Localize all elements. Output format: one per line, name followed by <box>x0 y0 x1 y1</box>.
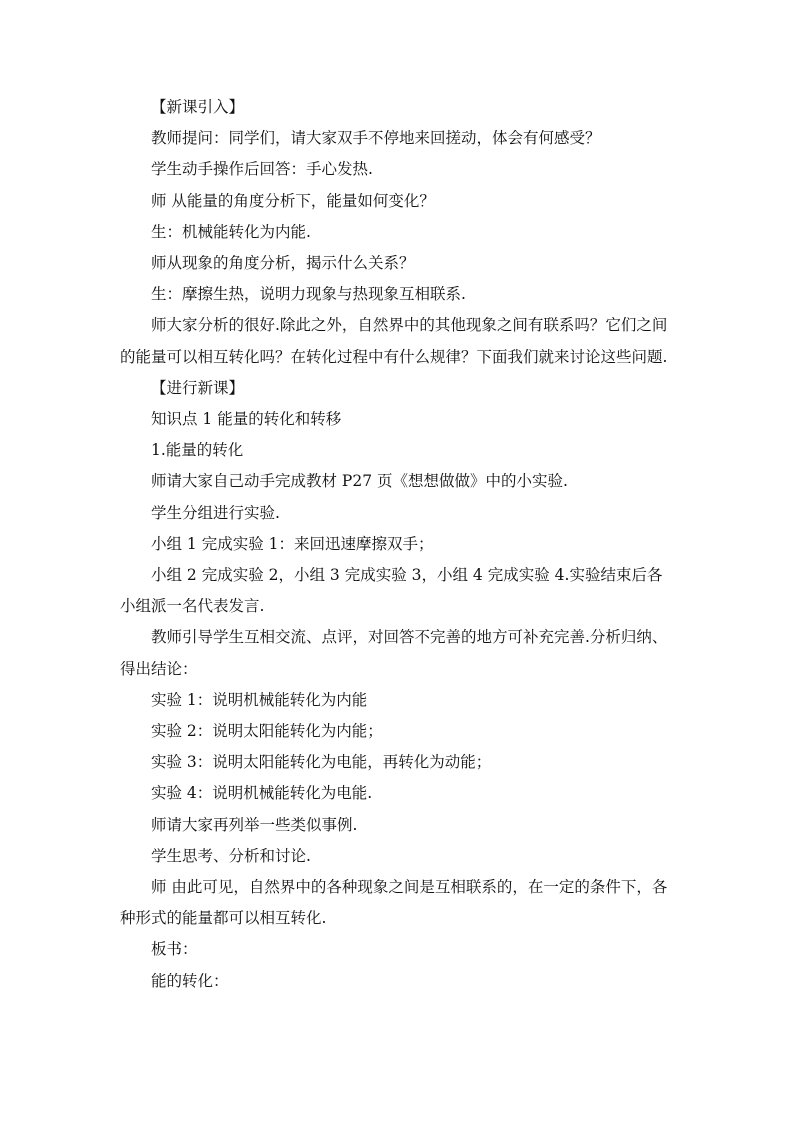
paragraph: 生：机械能转化为内能. <box>151 222 311 241</box>
paragraph: 小组 2 完成实验 2，小组 3 完成实验 3，小组 4 完成实验 4.实验结束后各小组派一名代表发言. <box>120 566 663 616</box>
paragraph: 小组 1 完成实验 1：来回迅速摩擦双手； <box>151 534 434 553</box>
paragraph: 师从现象的角度分析，揭示什么关系？ <box>151 254 415 273</box>
subheading: 1.能量的转化 <box>151 441 244 460</box>
paragraph: 学生分组进行实验. <box>151 503 280 522</box>
experiment-conclusion: 实验 1：说明机械能转化为内能 <box>151 690 368 709</box>
experiment-conclusion: 实验 2：说明太阳能转化为内能； <box>151 722 383 741</box>
paragraph: 师 从能量的角度分析下，能量如何变化？ <box>151 191 435 210</box>
paragraph: 学生思考、分析和讨论. <box>151 846 311 865</box>
experiment-conclusion: 实验 3：说明太阳能转化为电能，再转化为动能； <box>151 753 492 772</box>
paragraph: 师大家分析的很好.除此之外，自然界中的其他现象之间有联系吗？它们之间的能量可以相互转化吗？在转化过程中有什么规律？下面我们就来讨论这些问题. <box>120 316 668 366</box>
paragraph: 教师提问：同学们，请大家双手不停地来回搓动，体会有何感受？ <box>151 129 601 148</box>
document-body <box>120 92 675 997</box>
paragraph: 师请大家自己动手完成教材 P27 页《想想做做》中的小实验. <box>151 472 568 491</box>
board-writing-item: 能的转化： <box>151 971 229 990</box>
knowledge-point-heading: 知识点 1 能量的转化和转移 <box>151 410 342 429</box>
paragraph: 教师引导学生互相交流、点评，对回答不完善的地方可补充完善.分析归纳、得出结论： <box>120 628 668 678</box>
section-heading-new-lesson: 【进行新课】 <box>151 378 245 397</box>
board-writing-label: 板书： <box>151 940 198 959</box>
experiment-conclusion: 实验 4：说明机械能转化为电能. <box>151 784 373 803</box>
paragraph: 学生动手操作后回答：手心发热. <box>151 160 373 179</box>
paragraph: 师 由此可见，自然界中的各种现象之间是互相联系的，在一定的条件下，各种形式的能量都可以相互转化. <box>120 878 668 928</box>
paragraph: 生：摩擦生热，说明力现象与热现象互相联系. <box>151 285 466 304</box>
paragraph: 师请大家再列举一些类似事例. <box>151 815 358 834</box>
section-heading-intro: 【新课引入】 <box>151 98 245 116</box>
